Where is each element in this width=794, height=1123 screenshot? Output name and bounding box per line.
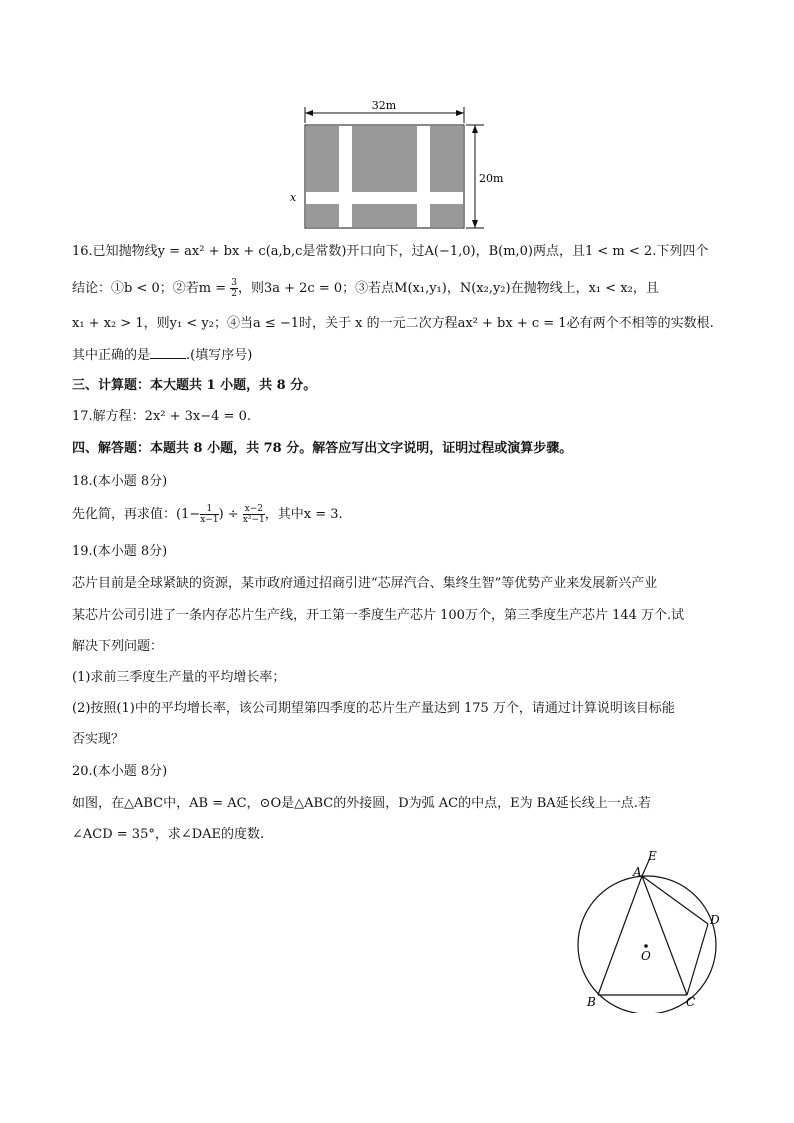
q19-heading: 19.(本小题 8分) — [72, 544, 168, 559]
label-O: O — [641, 949, 651, 963]
label-C: C — [686, 995, 696, 1009]
q20-para1: 如图，在△ABC中，AB = AC，⊙O是△ABC的外接圆，D为弧 AC的中点，E为 BA延长线上一点.若 — [72, 796, 651, 811]
q16-line4: 其中正确的是 .(填写序号) — [72, 348, 253, 363]
section-3-heading: 三、计算题：本大题共 1 小题，共 8 分。 — [72, 378, 317, 393]
q19-sub2a: (2)按照(1)中的平均增长率，该公司期望第四季度的芯片生产量达到 175 万个，请通过计算说明该目标能 — [72, 701, 675, 716]
width-label: 32m — [371, 99, 397, 112]
label-E: E — [648, 849, 657, 863]
q16-line2: 结论：①b < 0；②若m = $\frac{3}{2}$ ，则3a + 2c = 0；③若点M(x₁,y₁)，N(x₂,y₂)在抛物线上，x₁ < x₂，且 — [72, 278, 659, 299]
q20-heading: 20.(本小题 8分) — [72, 764, 168, 779]
q19-para1: 芯片目前是全球紧缺的资源，某市政府通过招商引进“芯屏汽合、集终生智”等优势产业来发展新兴产业 — [72, 576, 658, 591]
q19-sub1: (1)求前三季度生产量的平均增长率； — [72, 670, 286, 685]
rectangle-field-figure — [280, 95, 520, 235]
circle-triangle-figure — [570, 843, 730, 1013]
q17: 17.解方程：2x² + 3x−4 = 0. — [72, 409, 251, 424]
q20-para2: ∠ACD = 35°，求∠DAE的度数. — [72, 827, 265, 842]
label-B: B — [587, 995, 596, 1009]
q18-heading: 18.(本小题 8分) — [72, 474, 168, 489]
q18-expression: 先化简，再求值：(1− $\frac{1}{x-1}$ ) ÷ $\frac{x-2}{\text{x²−1}}$ ，其中x = 3. — [72, 504, 343, 525]
q19-para3: 解决下列问题： — [72, 639, 164, 654]
label-A: A — [633, 865, 642, 879]
q16-line3: x₁ + x₂ > 1，则y₁ < y₂；④当a ≤ −1时，关于 x 的一元二次方程ax² + bx + c = 1必有两个不相等的实数根. — [72, 316, 714, 331]
height-label: 20m — [479, 172, 504, 185]
q16-line1: 16.已知抛物线y = ax² + bx + c(a,b,c是常数)开口向下，过A(−1,0)，B(m,0)两点，且1 < m < 2.下列四个 — [72, 244, 709, 259]
section-4-heading: 四、解答题：本题共 8 小题，共 78 分。解答应写出文字说明，证明过程或演算步骤。 — [72, 441, 573, 456]
q19-sub2b: 否实现？ — [72, 732, 125, 747]
fraction-three-halves: $\frac{3}{2}$ — [231, 278, 237, 299]
road-width-label: x — [290, 191, 297, 204]
q19-para2: 某芯片公司引进了一条内存芯片生产线，开工第一季度生产芯片 100万个，第三季度生产芯片 144 万个.试 — [72, 608, 685, 623]
answer-blank — [150, 346, 186, 359]
label-D: D — [710, 913, 720, 927]
